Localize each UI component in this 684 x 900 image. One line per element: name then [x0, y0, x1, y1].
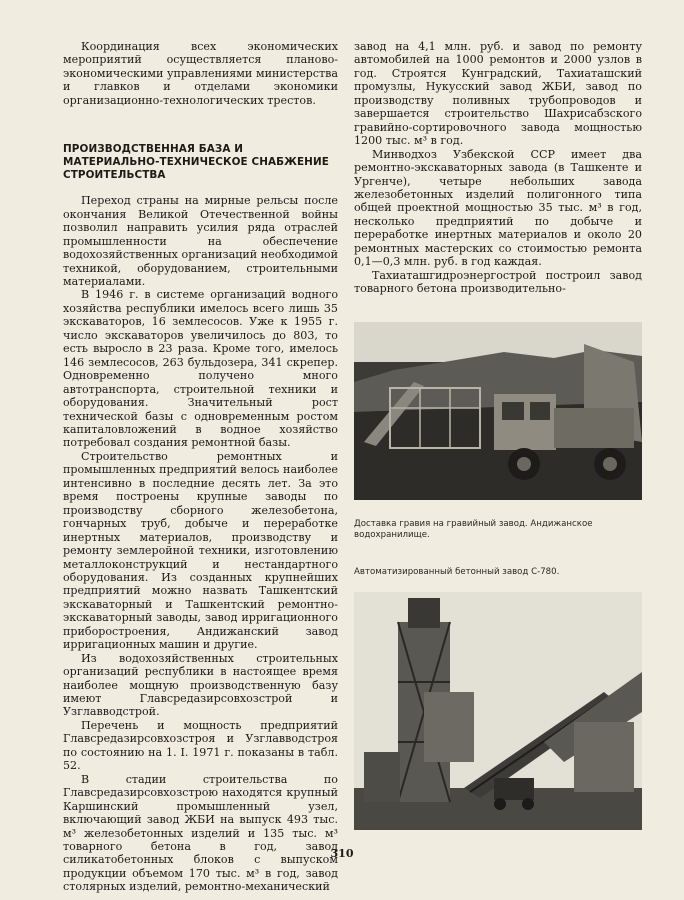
continuation-paragraph: завод на 4,1 млн. руб. и завод по ремонту автомобилей на 1000 ремонтов и 2000 узлов в год. Строятся Кунградский, Тахиаташский промузлы, Нукусский завод ЖБИ, завод по производству поливных трубопроводов и завершается строительство Шахрисабзского гравийно-сортировочного завода мощностью 1200 тыс. м³ в год. — [354, 40, 642, 148]
right-column — [354, 40, 642, 296]
concrete-plant-image — [354, 592, 642, 830]
intro-paragraph: Координация всех экономических мероприятий осуществляется планово-экономическими управлениями министерства и главков и отделами экономики организационно-технологических трестов. — [63, 40, 338, 107]
photo-caption-gravel: Доставка гравия на гравийный завод. Андижанское водохранилище. — [354, 519, 593, 540]
left-column — [63, 40, 338, 894]
concrete-plant-photo — [354, 592, 642, 830]
body-paragraph: В стадии строительства по Главсредазирсовхозстрою находятся крупный Каршинский промышленный узел, включающий завод ЖБИ на выпуск 493 тыс. м³ железобетонных изделий и 135 тыс. м³ товарного бетона в год, завод силикатобетонных блоков с выпуском продукции объемом 170 тыс. м³ в год, завод столярных изделий, ремонтно-механический — [63, 772, 338, 894]
body-paragraph: Переход страны на мирные рельсы после окончания Великой Отечественной войны позволил направить усилия ряда отраслей промышленности на обеспечение водохозяйственных организаций необходимой техникой, оборудованием, строительными материалами. — [63, 194, 338, 288]
section-heading: ПРОИЗВОДСТВЕННАЯ БАЗА И МАТЕРИАЛЬНО-ТЕХНИЧЕСКОЕ СНАБЖЕНИЕ СТРОИТЕЛЬСТВА — [63, 143, 329, 182]
gravel-truck-image — [354, 322, 642, 500]
body-paragraph: В 1946 г. в системе организаций водного хозяйства республики имелось всего лишь 35 экскаваторов, 16 землесосов. Уже к 1955 г. число экскаваторов увеличилось до 803, то есть выросло в 23 раза. Кроме того, имелось 146 землесосов, 263 бульдозера, 341 скрепер. Одновременно получено много автотранспорта, строительной техники и оборудования. Значительный рост технической базы с одновременным ростом капиталовложений в водное хозяйство потребовал создания ремонтной базы. — [63, 288, 338, 450]
body-paragraph: Из водохозяйственных строительных организаций республики в настоящее время наиболее мощную производственную базу имеют Главсредазирсовхозстрой и Узглавводстрой. — [63, 651, 338, 719]
body-paragraph: Минводхоз Узбекской ССР имеет два ремонтно-экскаваторных завода (в Ташкенте и Ургенче), четыре небольших завода железобетонных изделий полигонного типа общей проектной мощностью 35 тыс. м³ в год, несколько предприятий по добыче и переработке инертных материалов и около 20 ремонтных мастерских со стоимостью ремонта 0,1—0,3 млн. руб. в год каждая. — [354, 147, 642, 269]
body-paragraph: Тахиаташгидроэнергострой построил завод товарного бетона производительно- — [354, 268, 642, 296]
page-number: 310 — [330, 847, 354, 860]
body-paragraph: Строительство ремонтных и промышленных предприятий велось наиболее интенсивно в последние десять лет. За это время построены крупные заводы по производству сборного железобетона, гончарных труб, добыче и переработке инертных материалов, производству и ремонту землеройной техники, изготовлению металлоконструкций и нестандартного оборудования. Из созданных крупнейших предприятий можно назвать Ташкентский экскаваторный и Ташкентский ремонтно-экскаваторный заводы, завод ирригационного приборостроения, Андижанский завод ирригационных машин и другие. — [63, 449, 338, 652]
photo-caption-concrete-plant: Автоматизированный бетонный завод С-780. — [354, 567, 560, 577]
body-paragraph: Перечень и мощность предприятий Главсредазирсовхозстроя и Узглавводстроя по состоянию на 1. I. 1971 г. показаны в табл. 52. — [63, 718, 338, 773]
gravel-truck-photo — [354, 322, 642, 500]
